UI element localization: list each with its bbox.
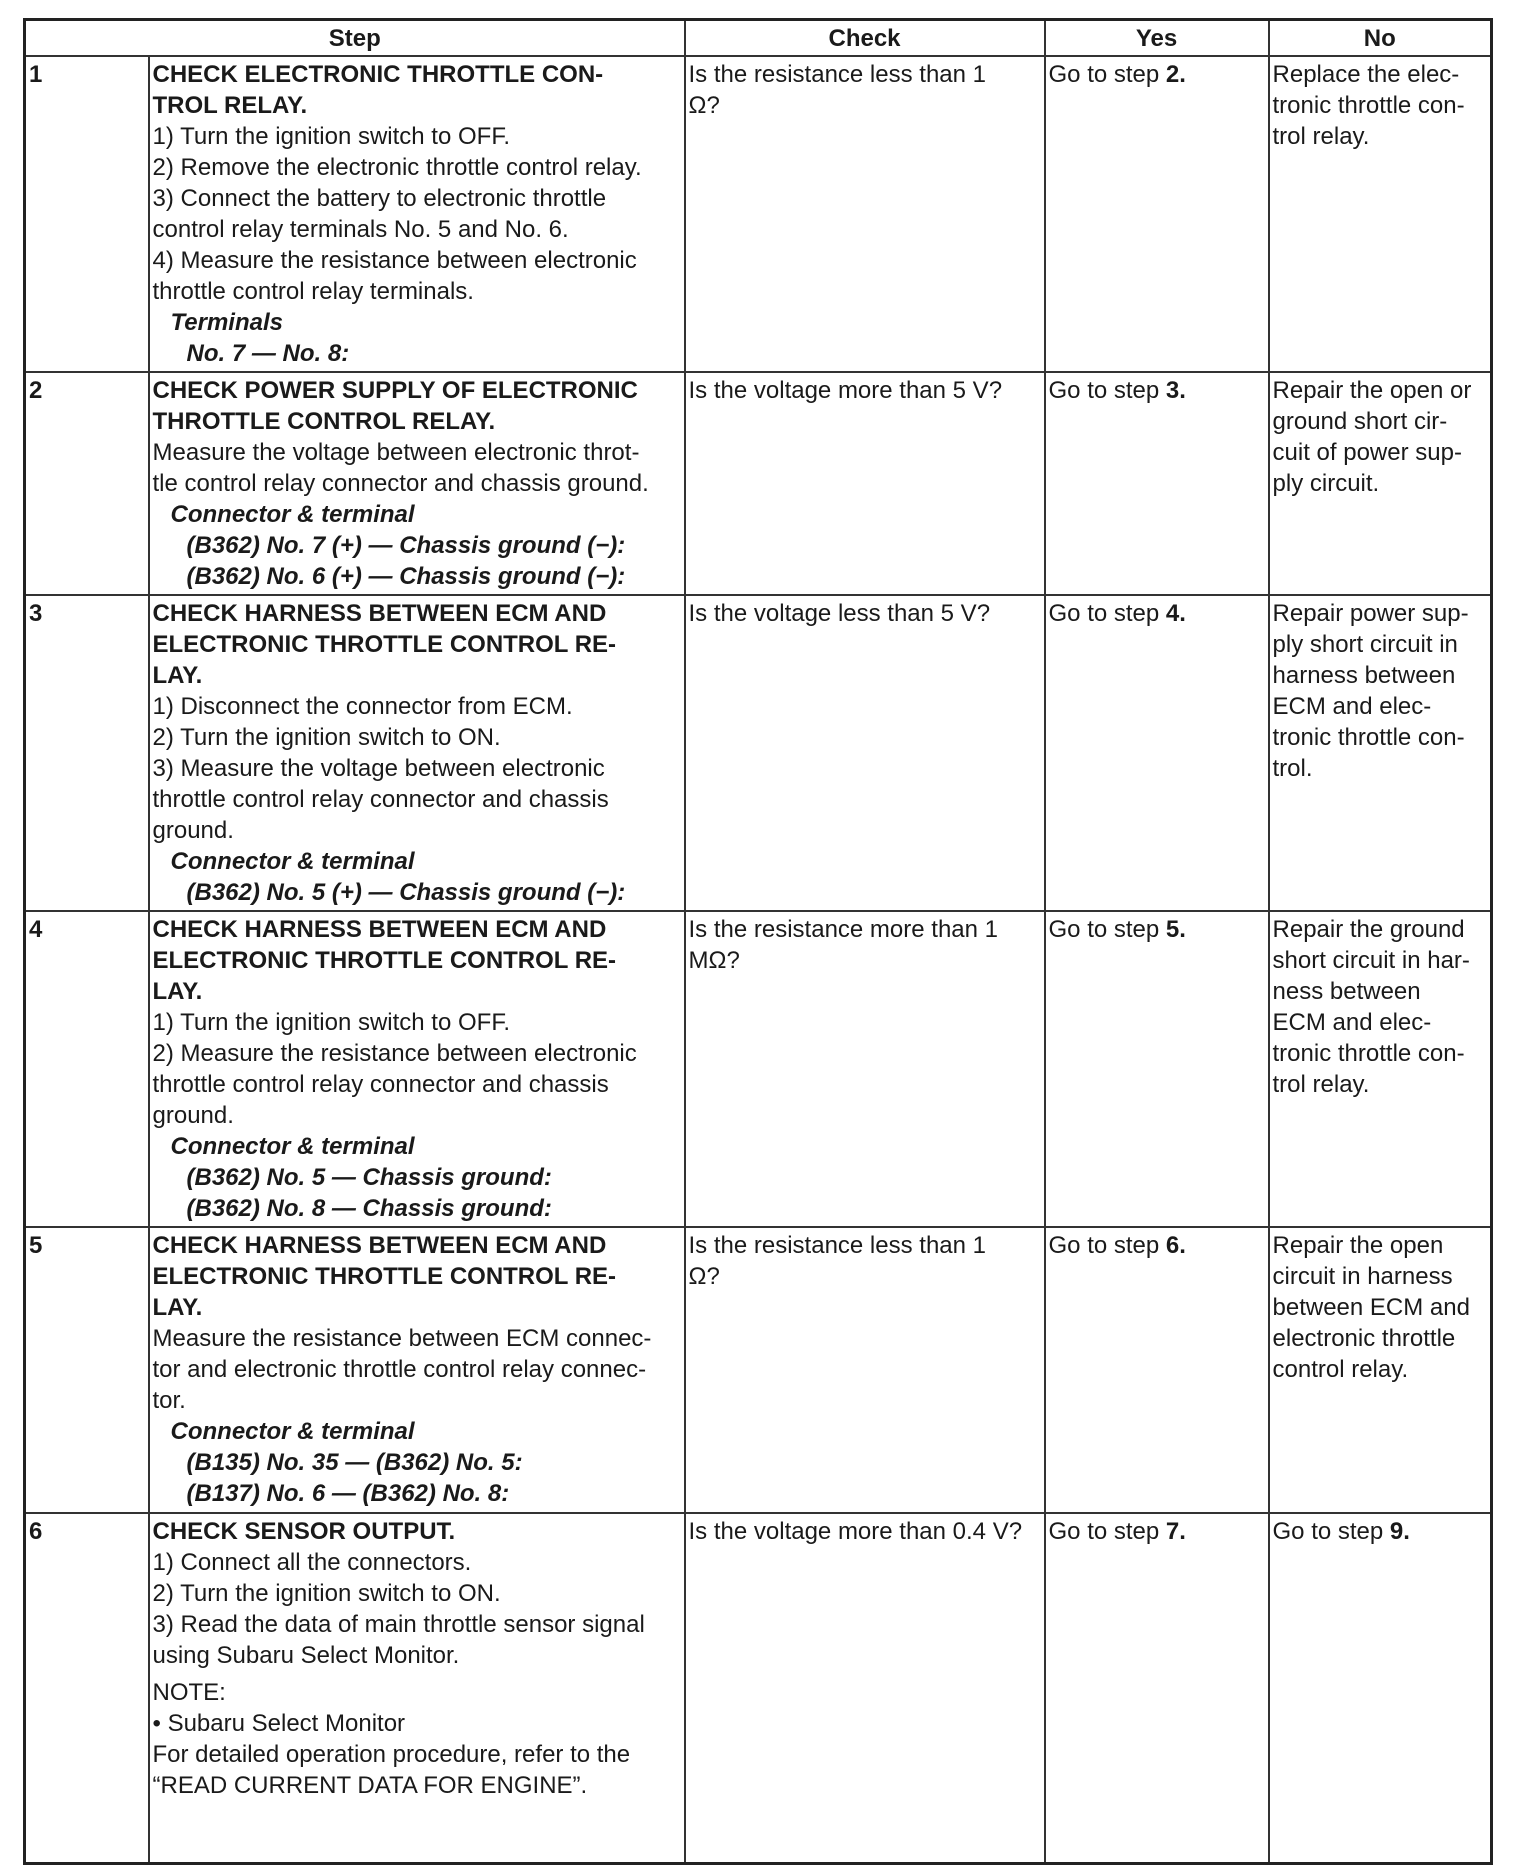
check-cell bbox=[685, 911, 1045, 1227]
note-bullet: • Subaru Select Monitor bbox=[152, 1710, 406, 1737]
step-number: 1 bbox=[25, 56, 149, 372]
header-no: No bbox=[1269, 20, 1492, 57]
yes-prefix: Go to step bbox=[1048, 377, 1166, 404]
table-row bbox=[25, 372, 1492, 595]
no-cell bbox=[1269, 595, 1492, 911]
no-text: tronic throttle con- bbox=[1272, 1040, 1465, 1067]
spec-value: (B362) No. 5 (+) — Chassis ground (−): bbox=[186, 879, 626, 906]
no-cell bbox=[1269, 56, 1492, 372]
yes-text bbox=[1049, 914, 1265, 945]
step-title: CHECK SENSOR OUTPUT. bbox=[152, 1518, 456, 1545]
no-text: ground short cir- bbox=[1272, 408, 1448, 435]
header-check: Check bbox=[685, 20, 1045, 57]
no-prefix: Go to step bbox=[1272, 1518, 1390, 1545]
step-instruction: 1) Disconnect the connector from ECM. bbox=[152, 693, 573, 720]
spec-value: (B137) No. 6 — (B362) No. 8: bbox=[186, 1480, 510, 1507]
step-number: 6 bbox=[25, 1513, 149, 1863]
yes-prefix: Go to step bbox=[1048, 916, 1166, 943]
check-text: Is the resistance more than 1 bbox=[688, 916, 999, 943]
yes-step-link: 5. bbox=[1165, 916, 1186, 943]
no-text: ECM and elec- bbox=[1272, 1009, 1432, 1036]
check-cell bbox=[685, 56, 1045, 372]
no-text: electronic throttle bbox=[1272, 1325, 1456, 1352]
no-cell bbox=[1269, 911, 1492, 1227]
yes-cell bbox=[1045, 372, 1269, 595]
yes-prefix: Go to step bbox=[1048, 600, 1166, 627]
step-instruction: throttle control relay connector and chassis bbox=[152, 786, 609, 813]
spec-value: No. 7 — No. 8: bbox=[186, 340, 350, 367]
check-text: Is the voltage more than 0.4 V? bbox=[688, 1518, 1023, 1545]
step-instruction: 1) Connect all the connectors. bbox=[152, 1549, 472, 1576]
step-title: ELECTRONIC THROTTLE CONTROL RE- bbox=[152, 631, 617, 658]
table-row bbox=[25, 56, 1492, 372]
header-row bbox=[25, 20, 1492, 57]
no-text: Repair the open or bbox=[1272, 377, 1472, 404]
yes-cell bbox=[1045, 1513, 1269, 1863]
step-title: CHECK POWER SUPPLY OF ELECTRONIC bbox=[152, 377, 638, 404]
no-text: cuit of power sup- bbox=[1272, 439, 1462, 466]
step-cell bbox=[149, 1227, 685, 1513]
check-cell bbox=[685, 1227, 1045, 1513]
header-yes: Yes bbox=[1045, 20, 1269, 57]
step-instruction: tle control relay connector and chassis ground. bbox=[152, 470, 649, 497]
step-number: 3 bbox=[25, 595, 149, 911]
spec-heading: Connector & terminal bbox=[170, 501, 415, 528]
step-number: 5 bbox=[25, 1227, 149, 1513]
step-instruction: 2) Remove the electronic throttle control relay. bbox=[152, 154, 642, 181]
step-instruction: ground. bbox=[152, 817, 234, 844]
no-cell bbox=[1269, 1513, 1492, 1863]
step-instruction: 1) Turn the ignition switch to OFF. bbox=[152, 1009, 510, 1036]
step-instruction: 1) Turn the ignition switch to OFF. bbox=[152, 123, 510, 150]
spec-heading: Connector & terminal bbox=[170, 1133, 415, 1160]
yes-prefix: Go to step bbox=[1048, 1518, 1166, 1545]
step-title: LAY. bbox=[152, 1294, 203, 1321]
step-instruction: 4) Measure the resistance between electronic bbox=[152, 247, 637, 274]
step-cell bbox=[149, 1513, 685, 1863]
no-step-link: 9. bbox=[1389, 1518, 1410, 1545]
yes-text bbox=[1049, 375, 1265, 406]
note-text: For detailed operation procedure, refer to the bbox=[152, 1741, 631, 1768]
table-row bbox=[25, 911, 1492, 1227]
no-text: trol relay. bbox=[1272, 123, 1370, 150]
yes-text bbox=[1049, 59, 1265, 90]
step-instruction: 2) Turn the ignition switch to ON. bbox=[152, 724, 501, 751]
no-text: harness between bbox=[1272, 662, 1456, 689]
step-instruction: throttle control relay connector and chassis bbox=[152, 1071, 609, 1098]
spec-heading: Connector & terminal bbox=[170, 848, 415, 875]
no-text: control relay. bbox=[1272, 1356, 1409, 1383]
no-cell bbox=[1269, 372, 1492, 595]
table-row bbox=[25, 1227, 1492, 1513]
check-text: Is the voltage more than 5 V? bbox=[688, 377, 1003, 404]
no-text: trol. bbox=[1272, 755, 1313, 782]
spec-value: (B362) No. 6 (+) — Chassis ground (−): bbox=[186, 563, 626, 590]
no-text: ness between bbox=[1272, 978, 1421, 1005]
no-text: short circuit in har- bbox=[1272, 947, 1470, 974]
table-row bbox=[25, 1513, 1492, 1863]
step-title: TROL RELAY. bbox=[152, 92, 308, 119]
step-title: CHECK HARNESS BETWEEN ECM AND bbox=[152, 1232, 607, 1259]
no-text: ply short circuit in bbox=[1272, 631, 1458, 658]
yes-step-link: 6. bbox=[1165, 1232, 1186, 1259]
spec-value: (B135) No. 35 — (B362) No. 5: bbox=[186, 1449, 523, 1476]
yes-cell bbox=[1045, 595, 1269, 911]
check-cell bbox=[685, 595, 1045, 911]
yes-cell bbox=[1045, 56, 1269, 372]
step-instruction: throttle control relay terminals. bbox=[152, 278, 474, 305]
no-text: trol relay. bbox=[1272, 1071, 1370, 1098]
check-text: Ω? bbox=[688, 1263, 720, 1290]
step-instruction: Measure the voltage between electronic throt- bbox=[152, 439, 640, 466]
yes-prefix: Go to step bbox=[1048, 1232, 1166, 1259]
no-text: Repair the open bbox=[1272, 1232, 1444, 1259]
spec-value: (B362) No. 8 — Chassis ground: bbox=[186, 1195, 552, 1222]
step-number: 2 bbox=[25, 372, 149, 595]
no-text: Repair power sup- bbox=[1272, 600, 1469, 627]
yes-prefix: Go to step bbox=[1048, 61, 1166, 88]
step-cell bbox=[149, 595, 685, 911]
no-text: tronic throttle con- bbox=[1272, 92, 1465, 119]
note-label: NOTE: bbox=[152, 1679, 226, 1706]
step-instruction: tor. bbox=[152, 1387, 186, 1414]
check-text: MΩ? bbox=[688, 947, 740, 974]
step-cell bbox=[149, 911, 685, 1227]
step-instruction: Measure the resistance between ECM connec- bbox=[152, 1325, 652, 1352]
step-title: ELECTRONIC THROTTLE CONTROL RE- bbox=[152, 1263, 617, 1290]
no-cell bbox=[1269, 1227, 1492, 1513]
spec-value: (B362) No. 5 — Chassis ground: bbox=[186, 1164, 552, 1191]
step-instruction: using Subaru Select Monitor. bbox=[152, 1642, 460, 1669]
yes-cell bbox=[1045, 1227, 1269, 1513]
no-text: circuit in harness bbox=[1272, 1263, 1453, 1290]
step-instruction: 2) Measure the resistance between electronic bbox=[152, 1040, 637, 1067]
no-text: ECM and elec- bbox=[1272, 693, 1432, 720]
note-text: “READ CURRENT DATA FOR ENGINE”. bbox=[152, 1772, 588, 1799]
step-cell bbox=[149, 56, 685, 372]
header-step: Step bbox=[25, 20, 685, 57]
step-title: ELECTRONIC THROTTLE CONTROL RE- bbox=[152, 947, 617, 974]
yes-step-link: 4. bbox=[1165, 600, 1186, 627]
yes-step-link: 7. bbox=[1165, 1518, 1186, 1545]
step-instruction: 3) Measure the voltage between electronic bbox=[152, 755, 605, 782]
no-text: ply circuit. bbox=[1272, 470, 1380, 497]
yes-text bbox=[1049, 1516, 1265, 1547]
step-title: CHECK ELECTRONIC THROTTLE CON- bbox=[152, 61, 604, 88]
yes-text bbox=[1049, 598, 1265, 629]
yes-step-link: 3. bbox=[1165, 377, 1186, 404]
step-instruction: tor and electronic throttle control relay connec- bbox=[152, 1356, 647, 1383]
no-text bbox=[1273, 1516, 1488, 1547]
step-title: CHECK HARNESS BETWEEN ECM AND bbox=[152, 600, 607, 627]
table-row bbox=[25, 595, 1492, 911]
spec-heading: Terminals bbox=[170, 309, 283, 336]
yes-cell bbox=[1045, 911, 1269, 1227]
step-title: LAY. bbox=[152, 662, 203, 689]
check-cell bbox=[685, 372, 1045, 595]
step-instruction: 3) Connect the battery to electronic throttle bbox=[152, 185, 607, 212]
no-text: between ECM and bbox=[1272, 1294, 1470, 1321]
spec-heading: Connector & terminal bbox=[170, 1418, 415, 1445]
check-text: Is the resistance less than 1 bbox=[688, 61, 987, 88]
no-text: Replace the elec- bbox=[1272, 61, 1460, 88]
step-title: THROTTLE CONTROL RELAY. bbox=[152, 408, 496, 435]
no-text: Repair the ground bbox=[1272, 916, 1465, 943]
yes-step-link: 2. bbox=[1165, 61, 1186, 88]
step-instruction: 3) Read the data of main throttle sensor signal bbox=[152, 1611, 645, 1638]
check-text: Ω? bbox=[688, 92, 720, 119]
step-number: 4 bbox=[25, 911, 149, 1227]
yes-text bbox=[1049, 1230, 1265, 1261]
check-cell bbox=[685, 1513, 1045, 1863]
step-title: LAY. bbox=[152, 978, 203, 1005]
step-instruction: 2) Turn the ignition switch to ON. bbox=[152, 1580, 501, 1607]
check-text: Is the voltage less than 5 V? bbox=[688, 600, 991, 627]
check-text: Is the resistance less than 1 bbox=[688, 1232, 987, 1259]
step-title: CHECK HARNESS BETWEEN ECM AND bbox=[152, 916, 607, 943]
spec-value: (B362) No. 7 (+) — Chassis ground (−): bbox=[186, 532, 626, 559]
step-cell bbox=[149, 372, 685, 595]
step-instruction: ground. bbox=[152, 1102, 234, 1129]
step-instruction: control relay terminals No. 5 and No. 6. bbox=[152, 216, 569, 243]
no-text: tronic throttle con- bbox=[1272, 724, 1465, 751]
diagnostic-table bbox=[23, 18, 1493, 1865]
